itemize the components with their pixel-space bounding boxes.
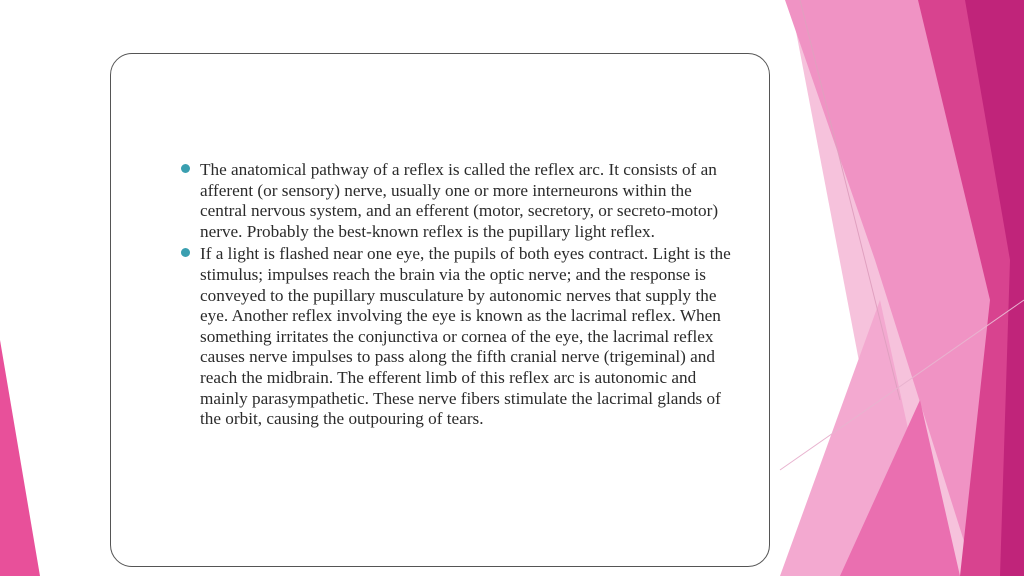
bullet-text-1: The anatomical pathway of a reflex is called the reflex arc. It consists of an afferent (or sensory) nerve, usually one or more interneurons within the central nervous system, and an efferent (motor, secretory, or secreto-motor) nerve. Probably the best-known reflex is the pupillary light reflex.: [200, 160, 719, 241]
bullet-item-1: [180, 160, 740, 242]
bullet-dot-icon: [181, 164, 190, 173]
bullet-item-2: [180, 244, 740, 429]
bullet-text-2: If a light is flashed near one eye, the pupils of both eyes contract. Light is the stimulus; impulses reach the brain via the optic nerve; and the response is conveyed to the pupillary musculature by autonomic nerves that supply the eye. Another reflex involving the eye is known as the lacrimal reflex. When something irritates the conjunctiva or cornea of the eye, the lacrimal reflex causes nerve impulses to pass along the fifth cranial nerve (trigeminal) and reach the midbrain. The efferent limb of this reflex arc is autonomic and mainly parasympathetic. These nerve fibers stimulate the lacrimal glands of the orbit, causing the outpouring of tears.: [200, 244, 731, 429]
bullet-dot-icon: [181, 248, 190, 257]
bullet-list: [180, 160, 740, 432]
left-pink-triangle: [0, 340, 40, 576]
